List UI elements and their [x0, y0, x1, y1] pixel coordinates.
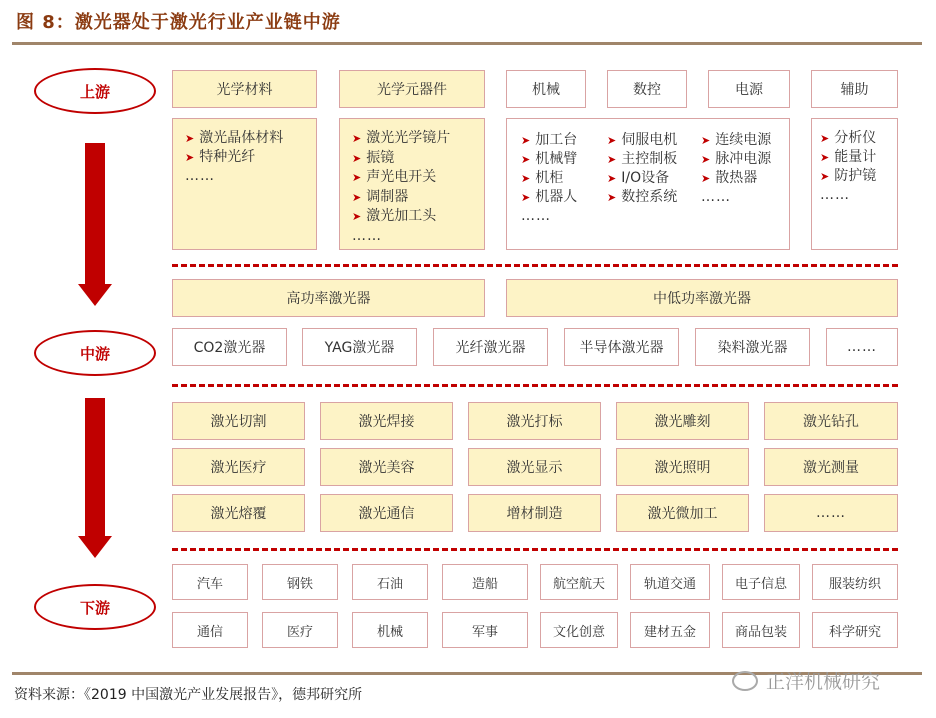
list-item: ➤ 数控系统 [607, 189, 678, 205]
stage-midstream: 中游 [34, 330, 156, 376]
application-cell: 激光显示 [468, 448, 601, 486]
application-cell: 激光测量 [764, 448, 898, 486]
bullet-arrow-icon: ➤ [820, 170, 830, 183]
list-item: ➤ 分析仪 [820, 130, 877, 146]
application-cell-ellipsis: …… [764, 494, 898, 532]
industry-cell: 钢铁 [262, 564, 338, 600]
list-item: ➤ 防护镜 [820, 168, 877, 184]
bullet-arrow-icon: ➤ [352, 171, 362, 184]
source-note: 资料来源：《2019 中国激光产业发展报告》，德邦研究所 [14, 687, 363, 703]
list-item-ellipsis: …… [820, 187, 850, 203]
cnc-list [607, 131, 677, 207]
industry-cell: 商品包装 [722, 612, 800, 648]
bullet-arrow-icon: ➤ [820, 151, 830, 164]
bullet-arrow-icon: ➤ [521, 134, 531, 147]
flow-arrow-midstream-to-downstream [78, 398, 112, 558]
industry-cell: 科学研究 [812, 612, 898, 648]
watermark-text: 正洋机械研究 [766, 671, 881, 693]
list-item-ellipsis: …… [701, 189, 731, 205]
bullet-arrow-icon: ➤ [607, 191, 617, 204]
application-cell: 激光钻孔 [764, 402, 898, 440]
power-class-high: 高功率激光器 [172, 279, 485, 317]
application-cell: 激光微加工 [616, 494, 749, 532]
stage-upstream: 上游 [34, 68, 156, 114]
application-cell: 激光熔覆 [172, 494, 305, 532]
category-machinery: 机械 [506, 70, 586, 108]
list-item: ➤ 能量计 [820, 149, 877, 165]
bullet-arrow-icon: ➤ [701, 153, 711, 166]
bullet-arrow-icon: ➤ [820, 132, 830, 145]
industry-cell: 轨道交通 [630, 564, 710, 600]
list-item: ➤ 机械臂 [521, 151, 578, 167]
application-cell: 增材制造 [468, 494, 601, 532]
category-auxiliary: 辅助 [811, 70, 898, 108]
bullet-arrow-icon: ➤ [185, 132, 195, 145]
list-item: ➤ 调制器 [352, 188, 409, 205]
industry-cell: 医疗 [262, 612, 338, 648]
flow-arrow-upstream-to-midstream [78, 143, 112, 306]
bullet-arrow-icon: ➤ [352, 210, 362, 223]
application-cell: 激光通信 [320, 494, 453, 532]
list-item: ➤ 连续电源 [701, 132, 772, 148]
list-item: ➤ 特种光纤 [185, 149, 256, 165]
bullet-arrow-icon: ➤ [352, 151, 362, 165]
industry-cell: 石油 [352, 564, 428, 600]
application-cell: 激光医疗 [172, 448, 305, 486]
list-item: ➤ 伺服电机 [607, 132, 678, 148]
category-cnc: 数控 [607, 70, 687, 108]
bullet-arrow-icon: ➤ [607, 134, 617, 147]
figure-title: 图 8：激光器处于激光行业产业链中游 [16, 12, 341, 33]
list-item: ➤ 振镜 [352, 149, 395, 166]
top-rule [12, 42, 922, 45]
bullet-arrow-icon: ➤ [607, 153, 617, 166]
list-item: ➤ 机器人 [521, 189, 578, 205]
application-cell: 激光打标 [468, 402, 601, 440]
bullet-arrow-icon: ➤ [701, 134, 711, 147]
industry-cell: 文化创意 [540, 612, 618, 648]
bullet-arrow-icon: ➤ [701, 172, 711, 185]
section-divider [172, 384, 898, 387]
list-item: ➤ 散热器 [701, 170, 758, 186]
laser-type-semiconductor: 半导体激光器 [564, 328, 679, 366]
watermark [732, 667, 880, 694]
bullet-arrow-icon: ➤ [352, 190, 362, 204]
industry-cell: 造船 [442, 564, 528, 600]
list-item: ➤ 主控制板 [607, 151, 678, 167]
category-power: 电源 [708, 70, 790, 108]
power-class-low-medium: 中低功率激光器 [506, 279, 898, 317]
industry-cell: 电子信息 [722, 564, 800, 600]
list-item: ➤ 激光光学镜片 [352, 130, 451, 146]
detail-machinery-cnc-power [506, 118, 790, 250]
list-item: ➤ 激光晶体材料 [185, 130, 284, 146]
list-item: ➤ 激光加工头 [352, 208, 437, 224]
industry-cell: 服装纺织 [812, 564, 898, 600]
laser-type-ellipsis: …… [826, 328, 898, 366]
industry-cell: 汽车 [172, 564, 248, 600]
bullet-arrow-icon: ➤ [521, 153, 531, 166]
stage-downstream: 下游 [34, 584, 156, 630]
industry-cell: 航空航天 [540, 564, 618, 600]
bullet-arrow-icon: ➤ [185, 151, 195, 164]
machinery-list [521, 131, 577, 226]
laser-type-fiber: 光纤激光器 [433, 328, 548, 366]
bullet-arrow-icon: ➤ [521, 172, 531, 185]
list-item: ➤ 声光电开关 [352, 169, 437, 185]
category-optical-components: 光学元器件 [339, 70, 485, 108]
wechat-icon [732, 671, 758, 691]
detail-auxiliary [811, 118, 898, 250]
industry-cell: 通信 [172, 612, 248, 648]
list-item: ➤ 加工台 [521, 132, 578, 148]
detail-optical-materials [172, 118, 317, 250]
list-item: ➤ I/O设备 [607, 170, 670, 186]
list-item: ➤ 机柜 [521, 170, 564, 186]
bullet-arrow-icon: ➤ [521, 191, 531, 204]
bullet-arrow-icon: ➤ [607, 172, 617, 185]
list-item: ➤ 脉冲电源 [701, 151, 772, 167]
list-item-ellipsis: …… [185, 168, 215, 184]
section-divider [172, 548, 898, 551]
detail-optical-components [339, 118, 485, 250]
category-optical-materials: 光学材料 [172, 70, 317, 108]
list-item-ellipsis: …… [521, 208, 551, 224]
laser-type-yag: YAG激光器 [302, 328, 417, 366]
bullet-arrow-icon: ➤ [352, 132, 362, 145]
industry-cell: 机械 [352, 612, 428, 648]
application-cell: 激光焊接 [320, 402, 453, 440]
industry-cell: 军事 [442, 612, 528, 648]
power-list [701, 131, 771, 207]
list-item-ellipsis: …… [352, 227, 382, 244]
application-cell: 激光照明 [616, 448, 749, 486]
application-cell: 激光切割 [172, 402, 305, 440]
laser-type-co2: CO2激光器 [172, 328, 287, 366]
laser-type-dye: 染料激光器 [695, 328, 810, 366]
section-divider [172, 264, 898, 267]
industry-cell: 建材五金 [630, 612, 710, 648]
application-cell: 激光美容 [320, 448, 453, 486]
application-cell: 激光雕刻 [616, 402, 749, 440]
